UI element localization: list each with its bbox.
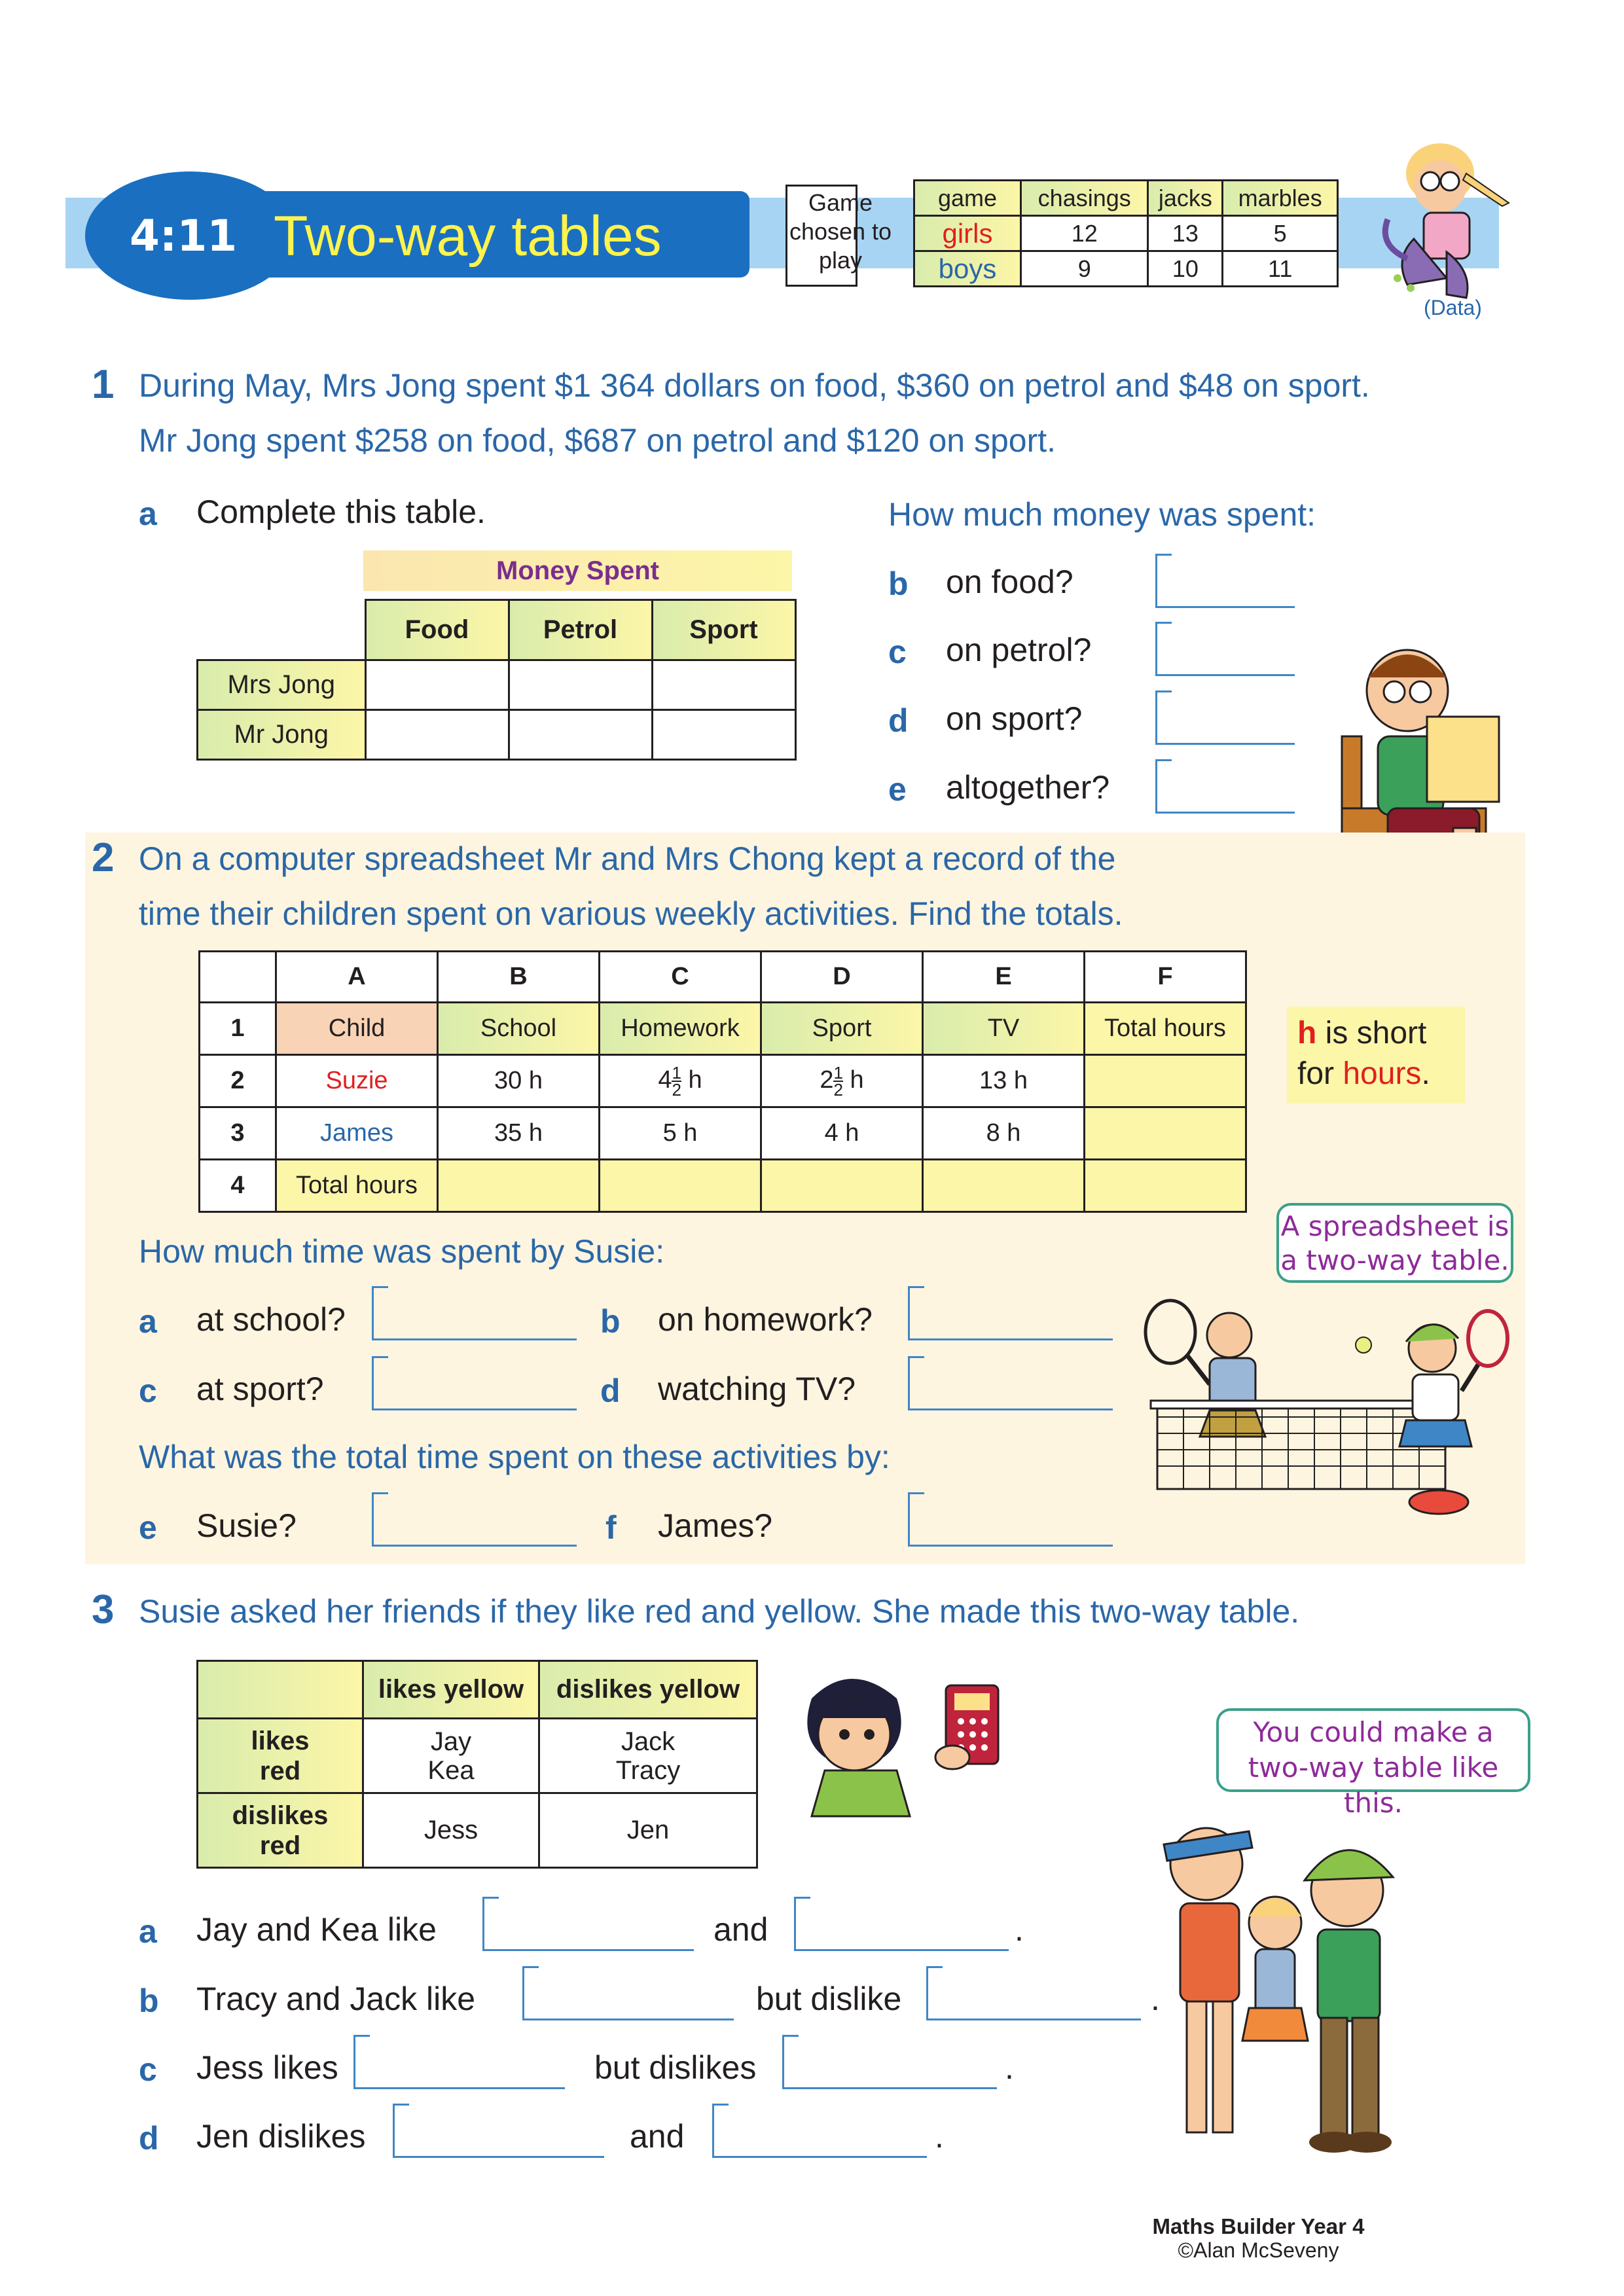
james-school: 35 h bbox=[438, 1107, 600, 1160]
col-likes-yellow: likes yellow bbox=[363, 1661, 539, 1719]
data-cell: 10 bbox=[1148, 251, 1223, 287]
data-header-cell: chasings bbox=[1021, 181, 1148, 216]
q1e-label: e bbox=[888, 771, 907, 808]
susie-question: How much time was spent by Susie: bbox=[139, 1233, 665, 1270]
cell-likes-both: Jay Kea bbox=[363, 1719, 539, 1793]
corner-cell bbox=[198, 1661, 363, 1719]
q3a-answer-box-2[interactable] bbox=[794, 1897, 1009, 1951]
fraction-numerator: 1 bbox=[672, 1062, 681, 1083]
answer-cell[interactable] bbox=[509, 710, 652, 760]
h-note-hours: hours bbox=[1343, 1056, 1422, 1091]
col-petrol: Petrol bbox=[509, 600, 652, 660]
spreadsheet-table bbox=[198, 950, 1247, 1213]
total-time-question: What was the total time spent on these activities by: bbox=[139, 1439, 890, 1475]
col-food: Food bbox=[365, 600, 509, 660]
q3a-mid: and bbox=[713, 1911, 768, 1948]
row-number: 1 bbox=[200, 1003, 276, 1055]
q1-number: 1 bbox=[92, 362, 115, 407]
q2c-answer-box[interactable] bbox=[372, 1356, 577, 1410]
game-box-label: Game chosen to play bbox=[789, 189, 892, 274]
money-spent-title: Money Spent bbox=[363, 550, 792, 591]
q2c-text: at sport? bbox=[196, 1371, 324, 1407]
q2d-text: watching TV? bbox=[658, 1371, 856, 1407]
suzie-total-cell[interactable] bbox=[1085, 1055, 1246, 1107]
q1b-answer-box[interactable] bbox=[1155, 554, 1295, 608]
q1b-label: b bbox=[888, 565, 909, 602]
data-cell: 12 bbox=[1021, 216, 1148, 251]
girl-with-calculator-illustration bbox=[792, 1672, 1015, 1823]
q3-number: 3 bbox=[92, 1587, 115, 1632]
q2-number: 2 bbox=[92, 835, 115, 880]
q2c-label: c bbox=[139, 1372, 157, 1409]
row-number: 2 bbox=[200, 1055, 276, 1107]
q1-side-question: How much money was spent: bbox=[888, 496, 1316, 533]
header-total-hours: Total hours bbox=[1085, 1003, 1246, 1055]
q3a-before: Jay and Kea like bbox=[196, 1911, 437, 1948]
q3d-answer-box-2[interactable] bbox=[712, 2104, 927, 2158]
q1c-label: c bbox=[888, 634, 907, 670]
q1-line1: During May, Mrs Jong spent $1 364 dollars on food, $360 on petrol and $48 on sport. bbox=[139, 367, 1370, 404]
q3d-before: Jen dislikes bbox=[196, 2118, 366, 2155]
row-likes-red: likes red bbox=[198, 1719, 363, 1793]
whole-number: 2 bbox=[820, 1066, 834, 1094]
fraction-denominator: 2 bbox=[672, 1079, 681, 1100]
q3b-label: b bbox=[139, 1982, 159, 2019]
q2f-answer-box[interactable] bbox=[908, 1492, 1113, 1547]
q3c-end: . bbox=[1005, 2049, 1014, 2086]
q2a-label: a bbox=[139, 1303, 157, 1340]
data-cell: 11 bbox=[1223, 251, 1338, 287]
header-data-table bbox=[913, 179, 1339, 287]
col-sport: Sport bbox=[652, 600, 795, 660]
col-letter: D bbox=[761, 952, 923, 1003]
q1d-text: on sport? bbox=[946, 700, 1083, 737]
q3b-before: Tracy and Jack like bbox=[196, 1981, 476, 2017]
q2-line1: On a computer spreadsheet Mr and Mrs Chong kept a record of the bbox=[139, 840, 1116, 877]
q2-line2: time their children spent on various weekly activities. Find the totals. bbox=[139, 895, 1123, 932]
q3-line1: Susie asked her friends if they like red and yellow. She made this two-way table. bbox=[139, 1593, 1300, 1630]
col-letter: C bbox=[600, 952, 761, 1003]
q1-line2: Mr Jong spent $258 on food, $687 on petrol and $120 on sport. bbox=[139, 422, 1056, 459]
suzie-homework bbox=[600, 1055, 761, 1107]
fraction-numerator: 1 bbox=[833, 1062, 843, 1083]
q3a-end: . bbox=[1015, 1911, 1024, 1948]
row-mrs-jong: Mrs Jong bbox=[198, 660, 366, 710]
q3c-mid: but dislikes bbox=[594, 2049, 757, 2086]
suzie-tv: 13 h bbox=[923, 1055, 1085, 1107]
james-sport: 4 h bbox=[761, 1107, 923, 1160]
row-mr-jong: Mr Jong bbox=[198, 710, 366, 760]
q2e-label: e bbox=[139, 1509, 157, 1546]
answer-cell[interactable] bbox=[652, 710, 795, 760]
q3c-before: Jess likes bbox=[196, 2049, 338, 2086]
q3b-mid: but dislike bbox=[756, 1981, 902, 2017]
q3d-label: d bbox=[139, 2120, 159, 2157]
h-note-h: h bbox=[1297, 1016, 1317, 1050]
page-title: Two-way tables bbox=[274, 205, 662, 268]
q2d-answer-box[interactable] bbox=[908, 1356, 1113, 1410]
spreadsheet-speech-bubble: A spreadsheet is a two-way table. bbox=[1276, 1203, 1513, 1283]
answer-cell[interactable] bbox=[652, 660, 795, 710]
footer-copyright: ©Alan McSeveny bbox=[1178, 2238, 1339, 2262]
total-cell[interactable] bbox=[438, 1160, 600, 1212]
header-sport: Sport bbox=[761, 1003, 923, 1055]
blank-corner bbox=[198, 600, 366, 660]
q3a-answer-box-1[interactable] bbox=[482, 1897, 694, 1951]
row-dislikes-red: dislikes red bbox=[198, 1793, 363, 1868]
q1a-label: a bbox=[139, 495, 157, 532]
two-way-speech-bubble: You could make a two-way table like this. bbox=[1216, 1708, 1530, 1792]
q2d-label: d bbox=[600, 1372, 621, 1409]
q1c-answer-box[interactable] bbox=[1155, 622, 1295, 676]
col-letter: E bbox=[923, 952, 1085, 1003]
hours-unit: h bbox=[688, 1066, 702, 1094]
row-number: 3 bbox=[200, 1107, 276, 1160]
data-row-label: boys bbox=[914, 251, 1021, 287]
whole-number: 4 bbox=[658, 1066, 672, 1094]
james-tv: 8 h bbox=[923, 1107, 1085, 1160]
h-note-dot: . bbox=[1421, 1056, 1430, 1091]
child-suzie: Suzie bbox=[276, 1055, 438, 1107]
data-cell: 13 bbox=[1148, 216, 1223, 251]
col-letter: A bbox=[276, 952, 438, 1003]
data-cell: 5 bbox=[1223, 216, 1338, 251]
h-note bbox=[1287, 1007, 1465, 1103]
total-cell[interactable] bbox=[600, 1160, 761, 1212]
q1e-answer-box[interactable] bbox=[1155, 759, 1295, 814]
child-james: James bbox=[276, 1107, 438, 1160]
q3b-end: . bbox=[1151, 1981, 1160, 2017]
tennis-players-illustration bbox=[1131, 1293, 1530, 1522]
hours-unit: h bbox=[850, 1066, 864, 1094]
q2a-answer-box[interactable] bbox=[372, 1286, 577, 1340]
cell-likes-yellow-only: Jess bbox=[363, 1793, 539, 1868]
col-letter: F bbox=[1085, 952, 1246, 1003]
section-code: 4:11 bbox=[130, 211, 238, 261]
corner-cell bbox=[200, 952, 276, 1003]
cell-likes-red-only: Jack Tracy bbox=[539, 1719, 757, 1793]
q2f-text: James? bbox=[658, 1507, 773, 1544]
fraction-half bbox=[672, 1062, 681, 1100]
data-cell: 9 bbox=[1021, 251, 1148, 287]
answer-cell[interactable] bbox=[365, 710, 509, 760]
data-row-label: girls bbox=[914, 216, 1021, 251]
total-cell[interactable] bbox=[923, 1160, 1085, 1212]
q3b-answer-box-2[interactable] bbox=[926, 1966, 1141, 2020]
q3b-answer-box-1[interactable] bbox=[522, 1966, 734, 2020]
q3d-end: . bbox=[935, 2118, 944, 2155]
answer-cell[interactable] bbox=[365, 660, 509, 710]
data-header-cell: jacks bbox=[1148, 181, 1223, 216]
q3c-label: c bbox=[139, 2051, 157, 2088]
james-total-cell[interactable] bbox=[1085, 1107, 1246, 1160]
q2e-text: Susie? bbox=[196, 1507, 297, 1544]
footer-book-title: Maths Builder Year 4 bbox=[1152, 2214, 1365, 2238]
header-child: Child bbox=[276, 1003, 438, 1055]
q1e-text: altogether? bbox=[946, 769, 1110, 806]
cell-dislikes-both: Jen bbox=[539, 1793, 757, 1868]
header-tv: TV bbox=[923, 1003, 1085, 1055]
total-cell[interactable] bbox=[761, 1160, 923, 1212]
header-homework: Homework bbox=[600, 1003, 761, 1055]
data-header-cell: game bbox=[914, 181, 1021, 216]
row-number: 4 bbox=[200, 1160, 276, 1212]
data-header-cell: marbles bbox=[1223, 181, 1338, 216]
q1c-text: on petrol? bbox=[946, 632, 1092, 668]
q1d-answer-box[interactable] bbox=[1155, 691, 1295, 745]
fraction-half bbox=[833, 1062, 843, 1100]
q3d-mid: and bbox=[630, 2118, 685, 2155]
total-cell[interactable] bbox=[1085, 1160, 1246, 1212]
q3c-answer-box-1[interactable] bbox=[353, 2035, 565, 2089]
three-friends-illustration bbox=[1138, 1792, 1426, 2159]
q3c-answer-box-2[interactable] bbox=[782, 2035, 997, 2089]
q1d-label: d bbox=[888, 702, 909, 739]
money-spent-table bbox=[196, 599, 797, 761]
data-caption: (Data) bbox=[1424, 296, 1482, 319]
col-dislikes-yellow: dislikes yellow bbox=[539, 1661, 757, 1719]
q2e-answer-box[interactable] bbox=[372, 1492, 577, 1547]
q2a-text: at school? bbox=[196, 1301, 346, 1338]
girl-on-phone-illustration bbox=[1368, 141, 1538, 304]
q3d-answer-box-1[interactable] bbox=[393, 2104, 604, 2158]
james-homework: 5 h bbox=[600, 1107, 761, 1160]
q2b-label: b bbox=[600, 1303, 621, 1340]
suzie-school: 30 h bbox=[438, 1055, 600, 1107]
fraction-denominator: 2 bbox=[833, 1079, 843, 1100]
h-note-for: for bbox=[1297, 1056, 1343, 1091]
q1b-text: on food? bbox=[946, 564, 1074, 600]
total-hours-row-label: Total hours bbox=[276, 1160, 438, 1212]
answer-cell[interactable] bbox=[509, 660, 652, 710]
h-note-text: is short bbox=[1316, 1016, 1427, 1050]
q1a-text: Complete this table. bbox=[196, 493, 486, 530]
header-school: School bbox=[438, 1003, 600, 1055]
suzie-sport bbox=[761, 1055, 923, 1107]
q2b-answer-box[interactable] bbox=[908, 1286, 1113, 1340]
q3a-label: a bbox=[139, 1913, 157, 1950]
colour-two-way-table bbox=[196, 1660, 758, 1869]
q2b-text: on homework? bbox=[658, 1301, 873, 1338]
col-letter: B bbox=[438, 952, 600, 1003]
q2f-label: f bbox=[605, 1509, 617, 1546]
